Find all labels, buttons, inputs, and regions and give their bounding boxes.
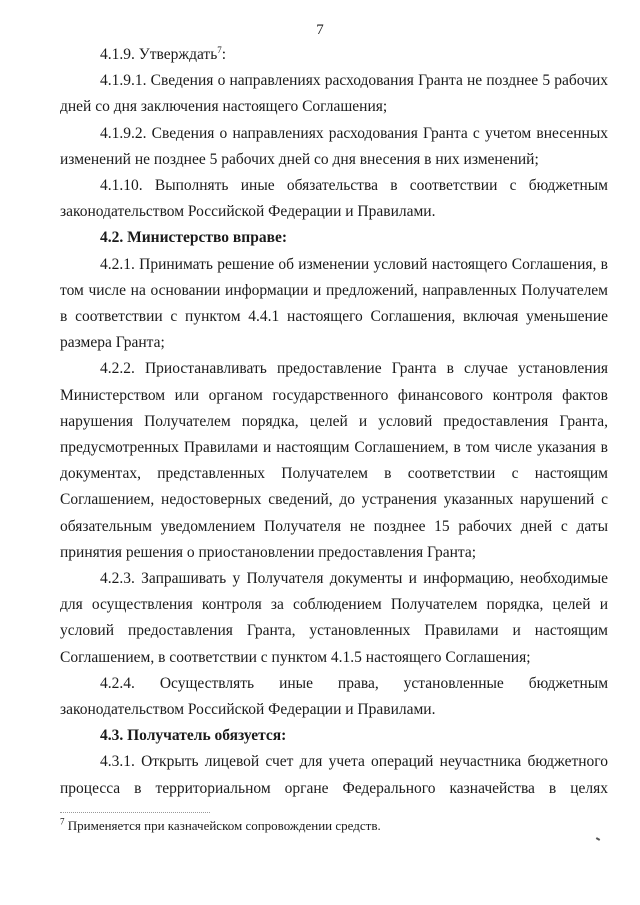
page-number: 7 bbox=[316, 22, 324, 38]
clause-colon: : bbox=[221, 46, 227, 63]
footnote-reference: 7 bbox=[217, 44, 222, 55]
footnote-marker: 7 bbox=[60, 816, 65, 827]
clause-4-1-9-2: 4.1.9.2. Сведения о направлениях расходования Гранта с учетом внесенных изменений не позднее 5 рабочих дней со дня внесения в них изменений; bbox=[60, 124, 608, 168]
document-body bbox=[60, 42, 608, 802]
footnote-divider bbox=[60, 812, 210, 813]
section-heading-4-2: 4.2. Министерство вправе: bbox=[100, 229, 288, 247]
clause-4-3-1: 4.3.1. Открыть лицевой счет для учета операций неучастника бюджетного процесса в территориальном органе Федерального казначейства в целях bbox=[60, 753, 608, 797]
clause-text: 4.1.9. Утверждать bbox=[100, 46, 218, 63]
scan-mark bbox=[596, 837, 600, 841]
footnote bbox=[60, 817, 608, 835]
section-heading-4-3: 4.3. Получатель обязуется: bbox=[100, 727, 287, 745]
clause-4-2-4: 4.2.4. Осуществлять иные права, установленные бюджетным законодательством Российской Федерации и Правилами. bbox=[60, 674, 608, 719]
clause-4-2-3: 4.2.3. Запрашивать у Получателя документы и информацию, необходимые для осуществления контроля за соблюдением Получателем порядка, целей и условий предоставления Гранта, установленных Правилами и настоящим Соглашением, в соответствии с пунктом 4.1.5 настоящего Соглашения; bbox=[60, 570, 608, 666]
clause-4-2-1: 4.2.1. Принимать решение об изменении условий настоящего Соглашения, в том числе на основании информации и предложений, направленных Получателем в соответствии с пунктом 4.4.1 настоящего Соглашения, включая уменьшение размера Гранта; bbox=[60, 255, 608, 352]
clause-4-1-9-1: 4.1.9.1. Сведения о направлениях расходования Гранта не позднее 5 рабочих дней со дня заключения настоящего Соглашения; bbox=[60, 72, 608, 116]
footnote-text: Применяется при казначейском сопровождении средств. bbox=[67, 818, 381, 833]
clause-4-2-2: 4.2.2. Приостанавливать предоставление Гранта в случае установления Министерством или органом государственного финансового контроля фактов нарушения Получателем порядка, целей и условий предоставления Гранта, предусмотренных Правилами и настоящим Соглашением, в том числе указания в документах, представленных Получателем в соответствии с настоящим Соглашением, недостоверных сведений, до устранения указанных нарушений с обязательным уведомлением Получателя не позднее 15 рабочих дней с даты принятия решения о приостановлении предоставления Гранта; bbox=[60, 360, 608, 561]
clause-4-1-9 bbox=[60, 42, 608, 68]
clause-4-1-10: 4.1.10. Выполнять иные обязательства в соответствии с бюджетным законодательством Российской Федерации и Правилами. bbox=[60, 177, 608, 221]
